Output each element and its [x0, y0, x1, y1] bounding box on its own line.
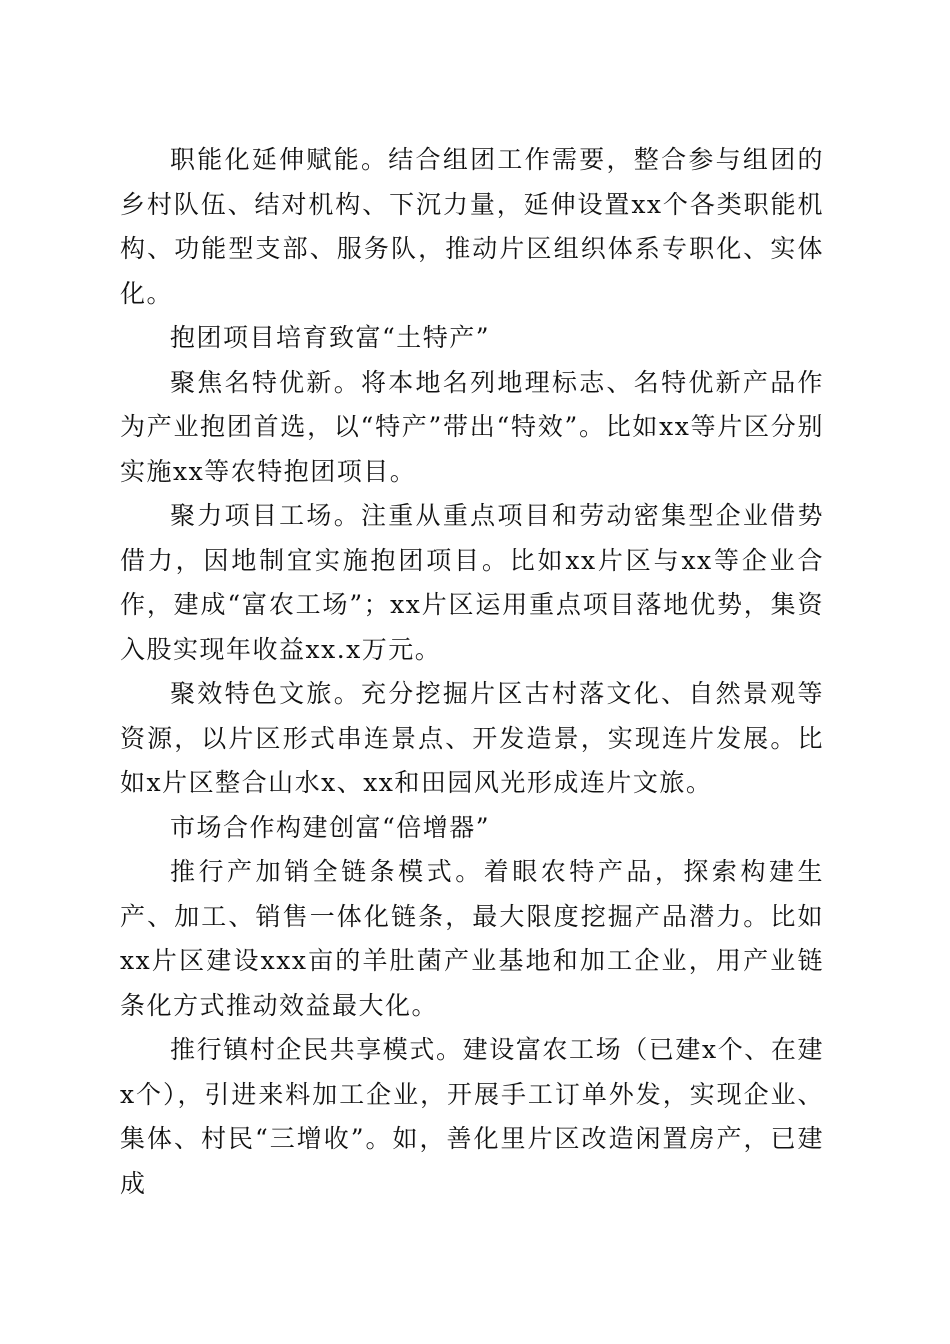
paragraph-shared-model: 推行镇村企民共享模式。建设富农工场（已建x个、在建x个），引进来料加工企业，开展手工订单外发，实现企业、集体、村民“三增收”。如，善化里片区改造闲置房产，已建成 — [120, 1035, 824, 1198]
paragraph-full-chain-model: 推行产加销全链条模式。着眼农特产品，探索构建生产、加工、销售一体化链条，最大限度挖掘产品潜力。比如xx片区建设xxx亩的羊肚菌产业基地和加工企业，用产业链条化方式推动效益最大化。 — [120, 857, 824, 1020]
paragraph-cultural-tourism: 聚效特色文旅。充分挖掘片区古村落文化、自然景观等资源，以片区形式串连景点、开发造景，实现连片发展。比如x片区整合山水x、xx和田园风光形成连片文旅。 — [120, 679, 824, 797]
paragraph-function-empowerment: 职能化延伸赋能。结合组团工作需要，整合参与组团的乡村队伍、结对机构、下沉力量，延伸设置xx个各类职能机构、功能型支部、服务队，推动片区组织体系专职化、实体化。 — [120, 145, 824, 308]
paragraph-focus-specialties: 聚焦名特优新。将本地名列地理标志、名特优新产品作为产业抱团首选，以“特产”带出“特效”。比如xx等片区分别实施xx等农特抱团项目。 — [120, 367, 824, 486]
section-heading-local-specialties: 抱团项目培育致富“土特产” — [170, 323, 491, 352]
section-heading-market-cooperation: 市场合作构建创富“倍增器” — [170, 812, 491, 842]
document-page — [120, 138, 824, 1206]
paragraph-project-workshops: 聚力项目工场。注重从重点项目和劳动密集型企业借势借力，因地制宜实施抱团项目。比如xx片区与xx等企业合作，建成“富农工场”；xx片区运用重点项目落地优势，集资入股实现年收益xx.x万元。 — [120, 501, 824, 664]
